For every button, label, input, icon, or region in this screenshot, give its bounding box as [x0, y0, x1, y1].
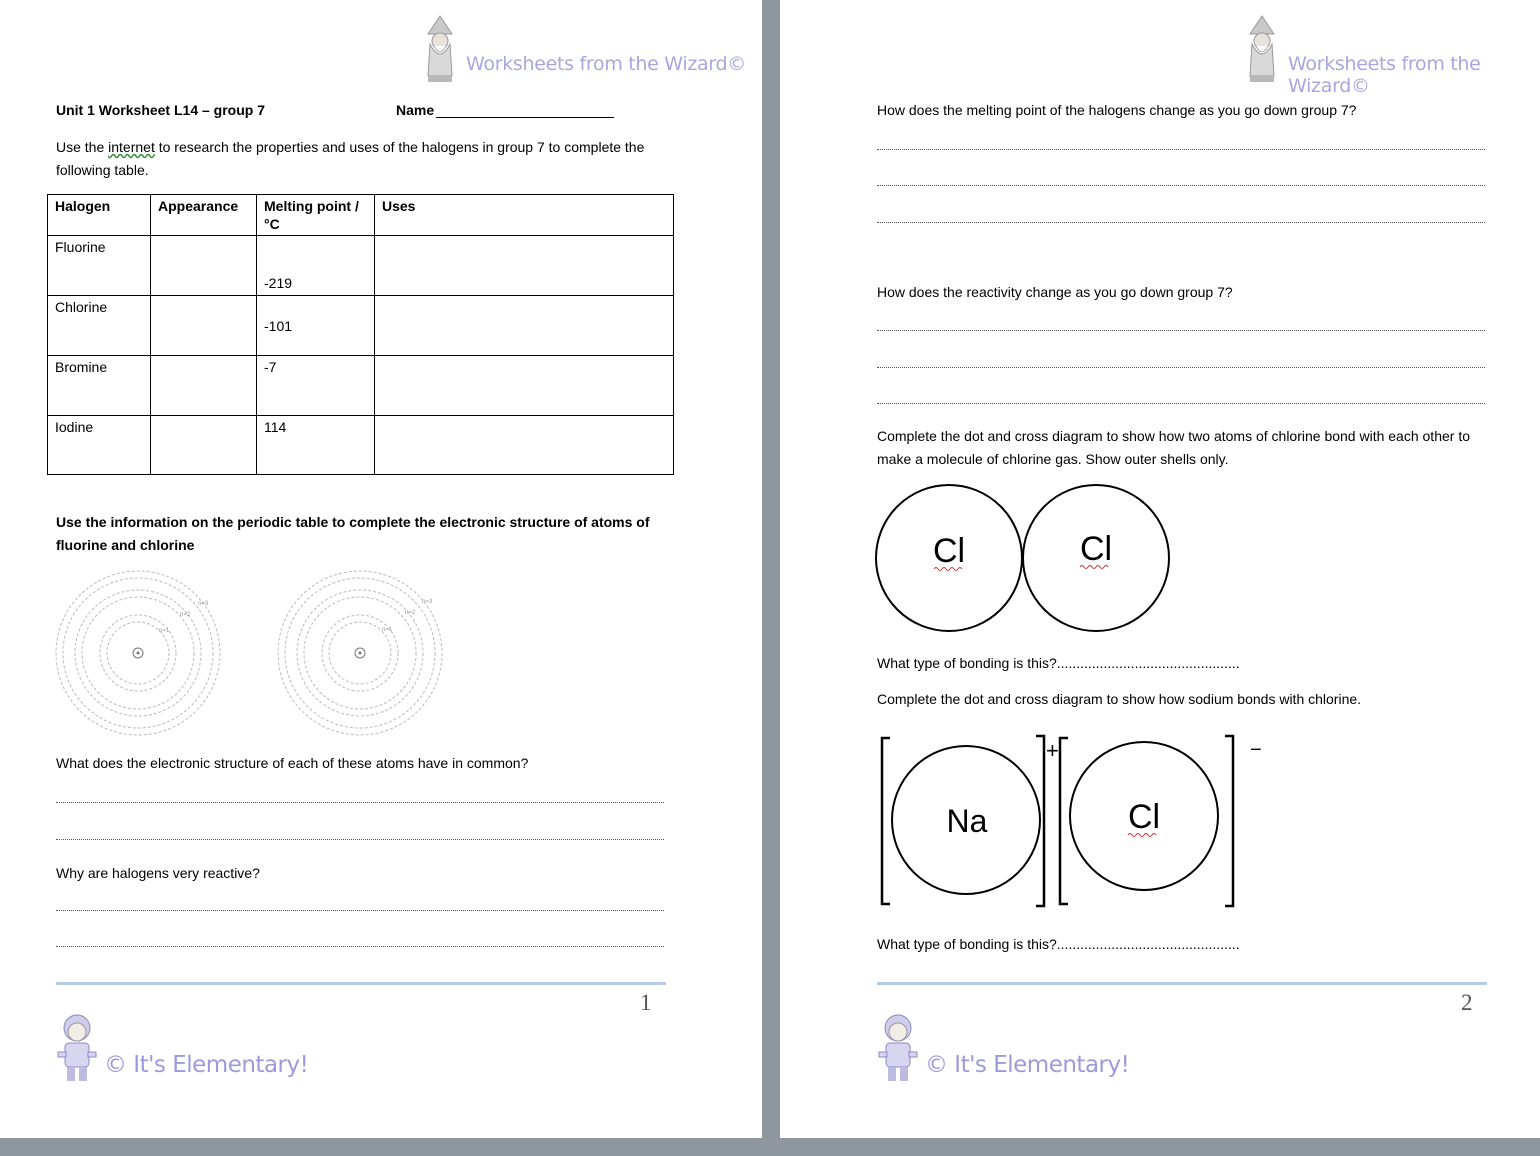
appearance-cell[interactable]: [151, 356, 257, 416]
cl-symbol: Cl: [1079, 530, 1113, 568]
nacl-dot-cross-diagram: [876, 728, 1296, 914]
intro-text: Use the internet to research the properties and uses of the halogens in group 7 to complete the following table.: [56, 139, 645, 178]
question-bonding-2: What type of bonding is this?...............................................: [877, 936, 1240, 952]
answer-line[interactable]: [877, 367, 1485, 368]
footer-divider: [56, 982, 666, 985]
na-symbol: Na: [946, 803, 988, 839]
wizard-icon: [418, 14, 462, 86]
appearance-cell[interactable]: [151, 236, 257, 296]
appearance-cell[interactable]: [151, 416, 257, 475]
shell-label: n=1: [159, 628, 170, 634]
elementary-brand-label: © It's Elementary!: [925, 1052, 1130, 1078]
table-row: [48, 296, 674, 356]
wizard-brand-label: Worksheets from the Wizard©: [1288, 53, 1481, 97]
scientist-icon: [875, 1012, 921, 1084]
chlorine-shell-diagram: [275, 568, 445, 738]
name-line[interactable]: [436, 117, 614, 118]
halogen-cell: Iodine: [48, 416, 151, 475]
plus-charge: +: [1046, 738, 1059, 763]
uses-cell[interactable]: [375, 356, 674, 416]
header-appearance: Appearance: [151, 195, 257, 236]
scientist-icon: [54, 1012, 100, 1084]
halogen-cell: Fluorine: [48, 236, 151, 296]
worksheet-title: Unit 1 Worksheet L14 – group 7: [56, 102, 266, 118]
shell-label: n=3: [422, 599, 433, 605]
question-reactivity: How does the reactivity change as you go down group 7?: [877, 284, 1233, 300]
appearance-cell[interactable]: [151, 296, 257, 356]
melting-point-cell: -7: [257, 356, 375, 416]
cl2-dot-cross-diagram: [874, 482, 1174, 636]
uses-cell[interactable]: [375, 416, 674, 475]
halogen-cell: Chlorine: [48, 296, 151, 356]
answer-line[interactable]: [877, 185, 1485, 186]
table-row: [48, 416, 674, 475]
table-row: [48, 236, 674, 296]
wizard-icon: [1240, 14, 1284, 86]
fluorine-shell-diagram: [54, 568, 224, 738]
header-melting-point: Melting point /°C: [257, 195, 375, 236]
name-label: Name: [396, 102, 435, 118]
table-row: [48, 356, 674, 416]
answer-line[interactable]: [877, 149, 1485, 150]
question-dotcross-cl2: Complete the dot and cross diagram to show how two atoms of chlorine bond with each other to make a molecule of chlorine gas. Show outer shells only.: [877, 428, 1470, 467]
worksheet-page-1: [0, 0, 762, 1138]
halogen-cell: Bromine: [48, 356, 151, 416]
wizard-brand-label: Worksheets from the Wizard©: [466, 53, 746, 75]
answer-line[interactable]: [56, 802, 664, 803]
answer-line[interactable]: [56, 946, 664, 947]
question-dotcross-nacl: Complete the dot and cross diagram to show how sodium bonds with chlorine.: [877, 691, 1362, 707]
question-bonding-1: What type of bonding is this?...............................................: [877, 655, 1240, 671]
question-melting: How does the melting point of the halogens change as you go down group 7?: [877, 102, 1357, 118]
halogen-table: [47, 194, 674, 475]
footer-divider: [877, 982, 1487, 985]
shell-label: n=3: [198, 601, 209, 607]
answer-line[interactable]: [877, 330, 1485, 331]
page-number: 2: [1461, 990, 1473, 1015]
shell-label: n=2: [405, 610, 416, 616]
answer-line[interactable]: [56, 910, 664, 911]
melting-point-cell: -101: [257, 296, 375, 356]
table-header-row: [48, 195, 674, 236]
shell-label: n=2: [180, 612, 191, 618]
elementary-brand-label: © It's Elementary!: [104, 1052, 309, 1078]
uses-cell[interactable]: [375, 296, 674, 356]
shell-label: n=1: [382, 627, 393, 633]
cl-symbol: Cl: [932, 532, 966, 570]
answer-line[interactable]: [877, 403, 1485, 404]
question-common: What does the electronic structure of each of these atoms have in common?: [56, 755, 529, 771]
header-uses: Uses: [375, 195, 674, 236]
internet-word: internet: [108, 139, 155, 155]
answer-line[interactable]: [56, 839, 664, 840]
uses-cell[interactable]: [375, 236, 674, 296]
minus-charge: −: [1250, 739, 1262, 761]
cl-symbol: Cl: [1127, 798, 1161, 836]
question-reactive: Why are halogens very reactive?: [56, 865, 260, 881]
melting-point-cell: 114: [257, 416, 375, 475]
header-halogen: Halogen: [48, 195, 151, 236]
melting-point-cell: -219: [257, 236, 375, 296]
answer-line[interactable]: [877, 222, 1485, 223]
electronic-structure-instruction: Use the information on the periodic table to complete the electronic structure of atoms of fluorine and chlorine: [56, 514, 650, 553]
page-number: 1: [640, 990, 652, 1015]
worksheet-page-2: [780, 0, 1540, 1138]
